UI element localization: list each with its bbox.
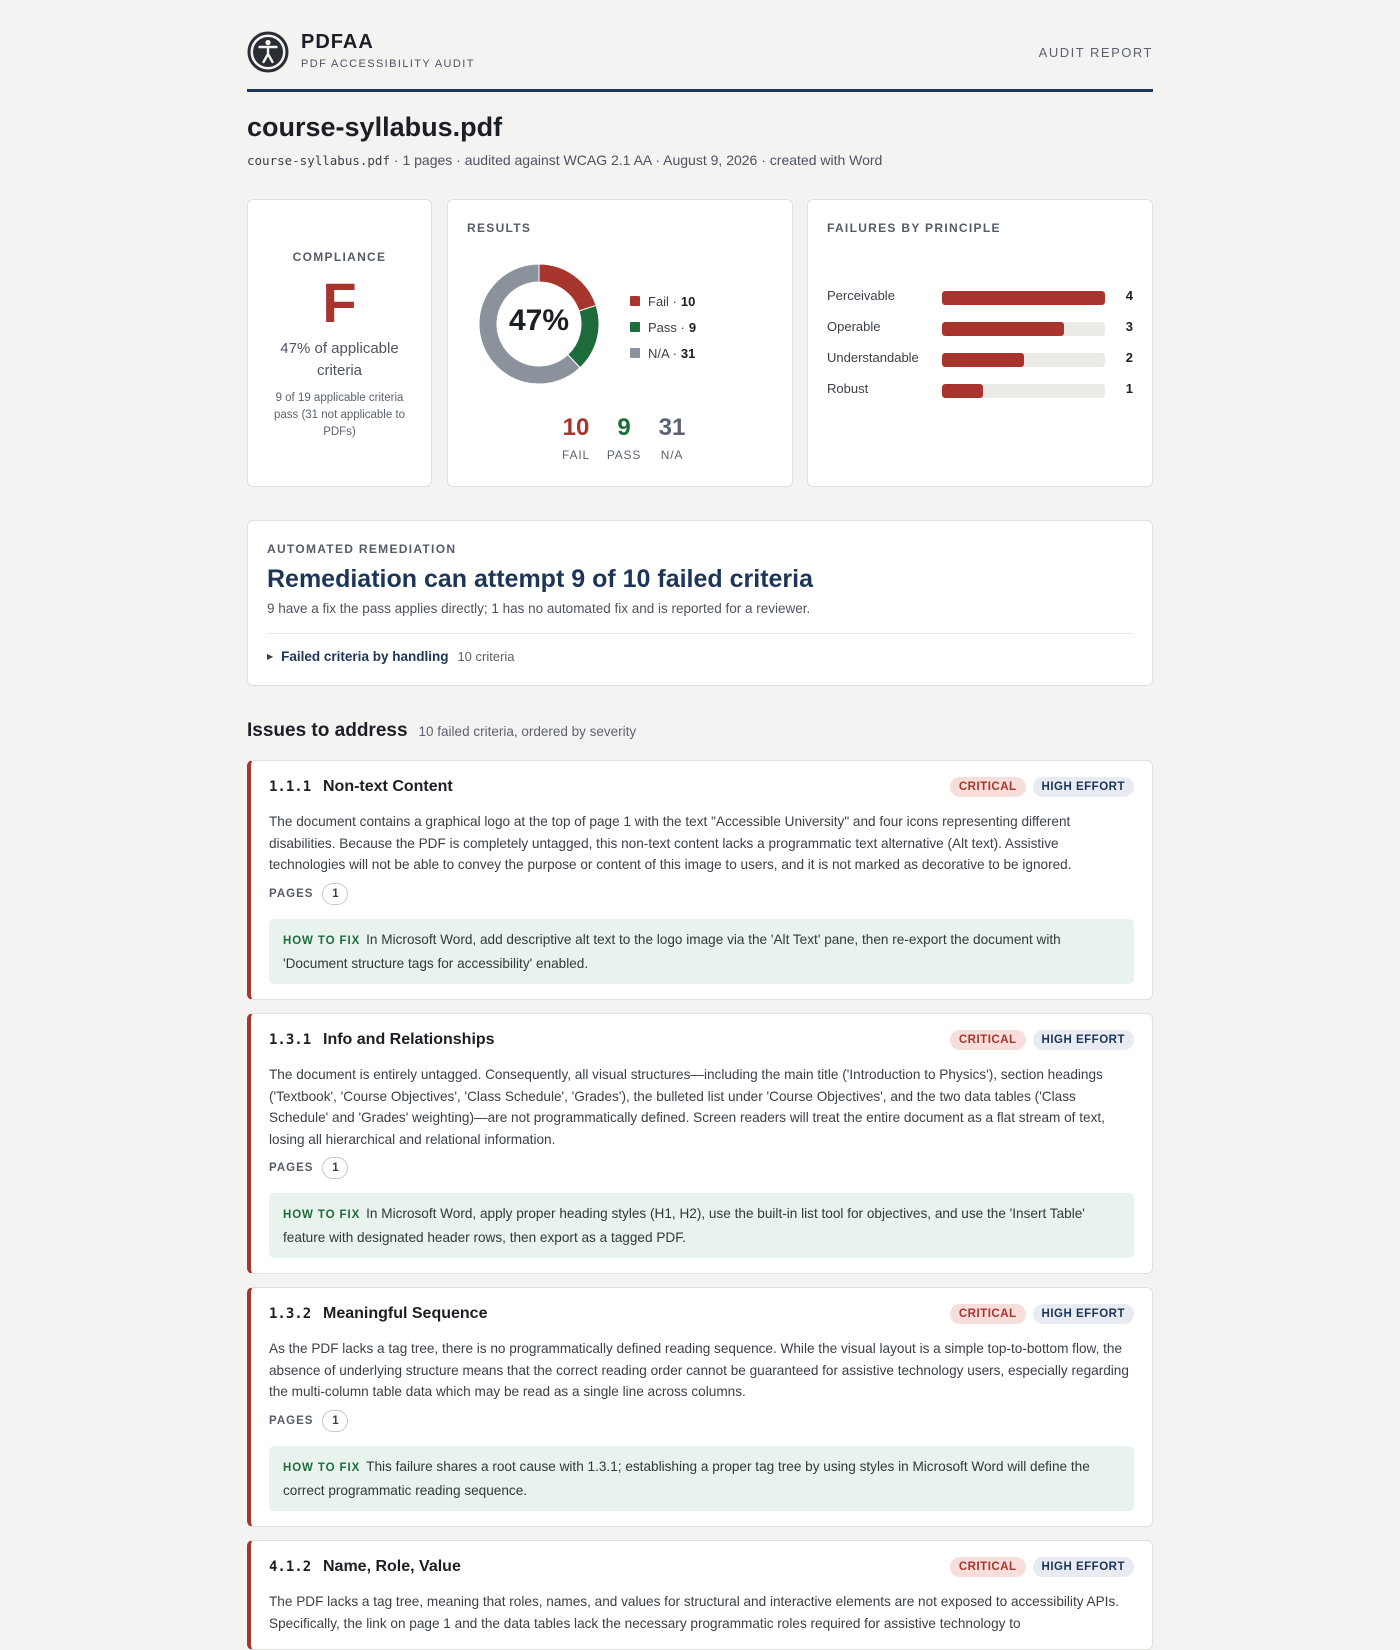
issue-description: As the PDF lacks a tag tree, there is no programmatically defined reading sequence. While the visual layout is a simple top-to-bottom flow, the absence of underlying structure means that the correct reading order cannot be guaranteed for assistive technology users, especially regarding the multi-column table data which may be read as a single line across columns.	[269, 1341, 1129, 1399]
results-percent: 47%	[508, 304, 570, 337]
tally-pass-label: PASS	[606, 448, 642, 462]
legend-fail-swatch	[630, 296, 640, 306]
pages-label: PAGES	[269, 888, 314, 900]
document-meta	[247, 152, 882, 168]
principle-count: 1	[1125, 381, 1133, 396]
remediation-subtitle: 9 have a fix the pass applies directly; 1 has no automated fix and is reported for a reviewer.	[267, 601, 811, 616]
issue-criterion-name: Non-text Content	[323, 778, 453, 795]
tally-na-number: 31	[658, 414, 686, 441]
principle-name: Robust	[827, 381, 869, 396]
document-filename: course-syllabus.pdf	[247, 153, 390, 168]
report-page	[247, 0, 1153, 1631]
page-chip[interactable]: 1	[322, 883, 348, 905]
issue-criterion-id: 1.3.1	[269, 1032, 312, 1048]
fix-text: In Microsoft Word, add descriptive alt text to the logo image via the 'Alt Text' pane, then re-export the document with 'Document structure tags for accessibility' enabled.	[283, 932, 1061, 971]
issue-card	[247, 1287, 1153, 1527]
issue-criterion-name: Meaningful Sequence	[323, 1305, 488, 1322]
principle-bar-track	[942, 322, 1105, 336]
fix-label: HOW TO FIX	[283, 1462, 361, 1474]
tally-pass-number: 9	[617, 414, 631, 441]
page-chip[interactable]: 1	[322, 1410, 348, 1432]
principle-count: 3	[1125, 319, 1133, 334]
principle-row-understandable	[827, 349, 1133, 369]
principle-count: 2	[1125, 350, 1133, 365]
disclosure-triangle-icon: ▶	[267, 652, 274, 661]
fix-text: In Microsoft Word, apply proper heading styles (H1, H2), use the built-in list tool for objectives, and use the 'Insert Table' feature with designated header rows, then export as a tagged PDF.	[283, 1206, 1085, 1245]
tally-na-label: N/A	[660, 448, 684, 462]
effort-badge: HIGH EFFORT	[1033, 1304, 1134, 1324]
severity-badge: CRITICAL	[950, 1557, 1026, 1577]
issue-criterion-id: 4.1.2	[269, 1559, 312, 1575]
compliance-percent: 47% of applicable criteria	[280, 340, 399, 379]
brand-name: PDFAA	[301, 31, 374, 53]
issue-criterion-name: Name, Role, Value	[323, 1558, 461, 1575]
brand-tagline: PDF ACCESSIBILITY AUDIT	[301, 58, 475, 70]
principle-bar	[942, 322, 1064, 336]
fix-panel	[269, 1446, 1134, 1511]
tally-na	[648, 414, 696, 462]
issue-criterion-id: 1.1.1	[269, 779, 312, 795]
issue-criterion-id: 1.3.2	[269, 1306, 312, 1322]
principle-bar	[942, 291, 1105, 305]
legend-fail-value: 10	[680, 293, 696, 309]
report-type-label: AUDIT REPORT	[1038, 45, 1153, 60]
compliance-label: COMPLIANCE	[292, 250, 387, 264]
results-label: RESULTS	[467, 221, 532, 235]
document-title: course-syllabus.pdf	[247, 112, 503, 142]
disclosure-label: Failed criteria by handling	[281, 649, 449, 664]
principle-row-perceivable	[827, 287, 1133, 307]
issue-pages	[269, 1157, 348, 1179]
accessibility-icon	[247, 31, 289, 73]
legend-fail-label: Fail ·	[648, 293, 677, 309]
tally-pass	[600, 414, 648, 462]
issue-header	[269, 1030, 1134, 1054]
principle-name: Perceivable	[827, 288, 895, 303]
issue-header	[269, 1557, 1134, 1581]
fix-panel	[269, 1193, 1134, 1258]
compliance-card	[247, 199, 432, 487]
effort-badge: HIGH EFFORT	[1033, 1030, 1134, 1050]
issue-card	[247, 760, 1153, 1000]
principle-name: Understandable	[827, 350, 919, 365]
principle-bar-track	[942, 353, 1105, 367]
legend-na-swatch	[630, 348, 640, 358]
pages-label: PAGES	[269, 1415, 314, 1427]
legend-na-label: N/A ·	[648, 345, 677, 361]
legend-pass-label: Pass ·	[648, 319, 685, 335]
results-card	[447, 199, 793, 487]
legend-na	[630, 340, 696, 366]
issue-criterion-name: Info and Relationships	[323, 1031, 495, 1048]
issue-pages	[269, 883, 348, 905]
principle-bar	[942, 384, 983, 398]
principles-card	[807, 199, 1153, 487]
issue-header	[269, 1304, 1134, 1328]
issue-badges	[943, 1030, 1134, 1050]
compliance-note: 9 of 19 applicable criteria pass (31 not applicable to PDFs)	[273, 392, 406, 438]
issue-badges	[943, 1304, 1134, 1324]
issue-header	[269, 777, 1134, 801]
tally-fail-number: 10	[562, 414, 590, 441]
issues-note: 10 failed criteria, ordered by severity	[418, 724, 637, 739]
issue-badges	[943, 777, 1134, 797]
issues-title: Issues to address	[247, 720, 408, 741]
page-chip[interactable]: 1	[322, 1157, 348, 1179]
document-meta-details: · 1 pages · audited against WCAG 2.1 AA · August 9, 2026 · created with Word	[393, 152, 883, 168]
results-tallies	[552, 414, 696, 462]
issue-pages	[269, 1410, 348, 1432]
principle-bar-track	[942, 291, 1105, 305]
issue-description: The document is entirely untagged. Consequently, all visual structures—including the main title ('Introduction to Physics'), section headings ('Textbook', 'Course Objectives', 'Class Schedule', 'Grades'), the bulleted list under 'Course Objectives', and the two data tables ('Class Schedule' and 'Grades' weighting)—are not programmatically defined. Screen readers will treat the entire document as a flat stream of text, losing all hierarchical and relational information.	[269, 1067, 1105, 1147]
issues-heading	[247, 720, 636, 742]
issue-description: The document contains a graphical logo at the top of page 1 with the text "Accessible University" and four icons representing different disabilities. Because the PDF is completely untagged, this non-text content lacks a programmatic text alternative (Alt text). Assistive technologies will not be able to convey the purpose or content of this image to users, and it is not marked as decorative to be ignored.	[269, 814, 1072, 872]
remediation-title: Remediation can attempt 9 of 10 failed criteria	[267, 565, 813, 593]
results-legend	[630, 288, 696, 366]
effort-badge: HIGH EFFORT	[1033, 1557, 1134, 1577]
report-header	[247, 0, 1153, 92]
issue-card	[247, 1013, 1153, 1274]
pages-label: PAGES	[269, 1162, 314, 1174]
severity-badge: CRITICAL	[950, 1030, 1026, 1050]
compliance-grade: F	[322, 271, 357, 334]
issue-description: The PDF lacks a tag tree, meaning that roles, names, and values for structural and interactive elements are not exposed to accessibility APIs. Specifically, the link on page 1 and the data tables lack the necessary programmatic roles required for assistive technology to	[269, 1594, 1120, 1631]
principle-name: Operable	[827, 319, 881, 334]
failed-criteria-disclosure[interactable]	[267, 649, 515, 664]
legend-fail	[630, 288, 696, 314]
divider	[267, 633, 1133, 634]
legend-pass-swatch	[630, 322, 640, 332]
fix-text: This failure shares a root cause with 1.3.1; establishing a proper tag tree by using styles in Microsoft Word will define the correct programmatic reading sequence.	[283, 1459, 1090, 1498]
principle-row-operable	[827, 318, 1133, 338]
remediation-label: AUTOMATED REMEDIATION	[267, 542, 457, 556]
principle-bar	[942, 353, 1024, 367]
tally-fail	[552, 414, 600, 462]
issue-card	[247, 1540, 1153, 1650]
tally-fail-label: FAIL	[562, 448, 590, 462]
fix-label: HOW TO FIX	[283, 1209, 361, 1221]
legend-na-value: 31	[680, 345, 696, 361]
legend-pass	[630, 314, 696, 340]
severity-badge: CRITICAL	[950, 1304, 1026, 1324]
fix-label: HOW TO FIX	[283, 935, 361, 947]
principle-row-robust	[827, 380, 1133, 400]
issue-badges	[943, 1557, 1134, 1577]
severity-badge: CRITICAL	[950, 777, 1026, 797]
fix-panel	[269, 919, 1134, 984]
principle-count: 4	[1125, 288, 1133, 303]
principles-label: FAILURES BY PRINCIPLE	[827, 221, 1001, 235]
effort-badge: HIGH EFFORT	[1033, 777, 1134, 797]
remediation-card	[247, 520, 1153, 686]
principle-bar-track	[942, 384, 1105, 398]
legend-pass-value: 9	[688, 319, 697, 335]
disclosure-count: 10 criteria	[457, 649, 515, 664]
